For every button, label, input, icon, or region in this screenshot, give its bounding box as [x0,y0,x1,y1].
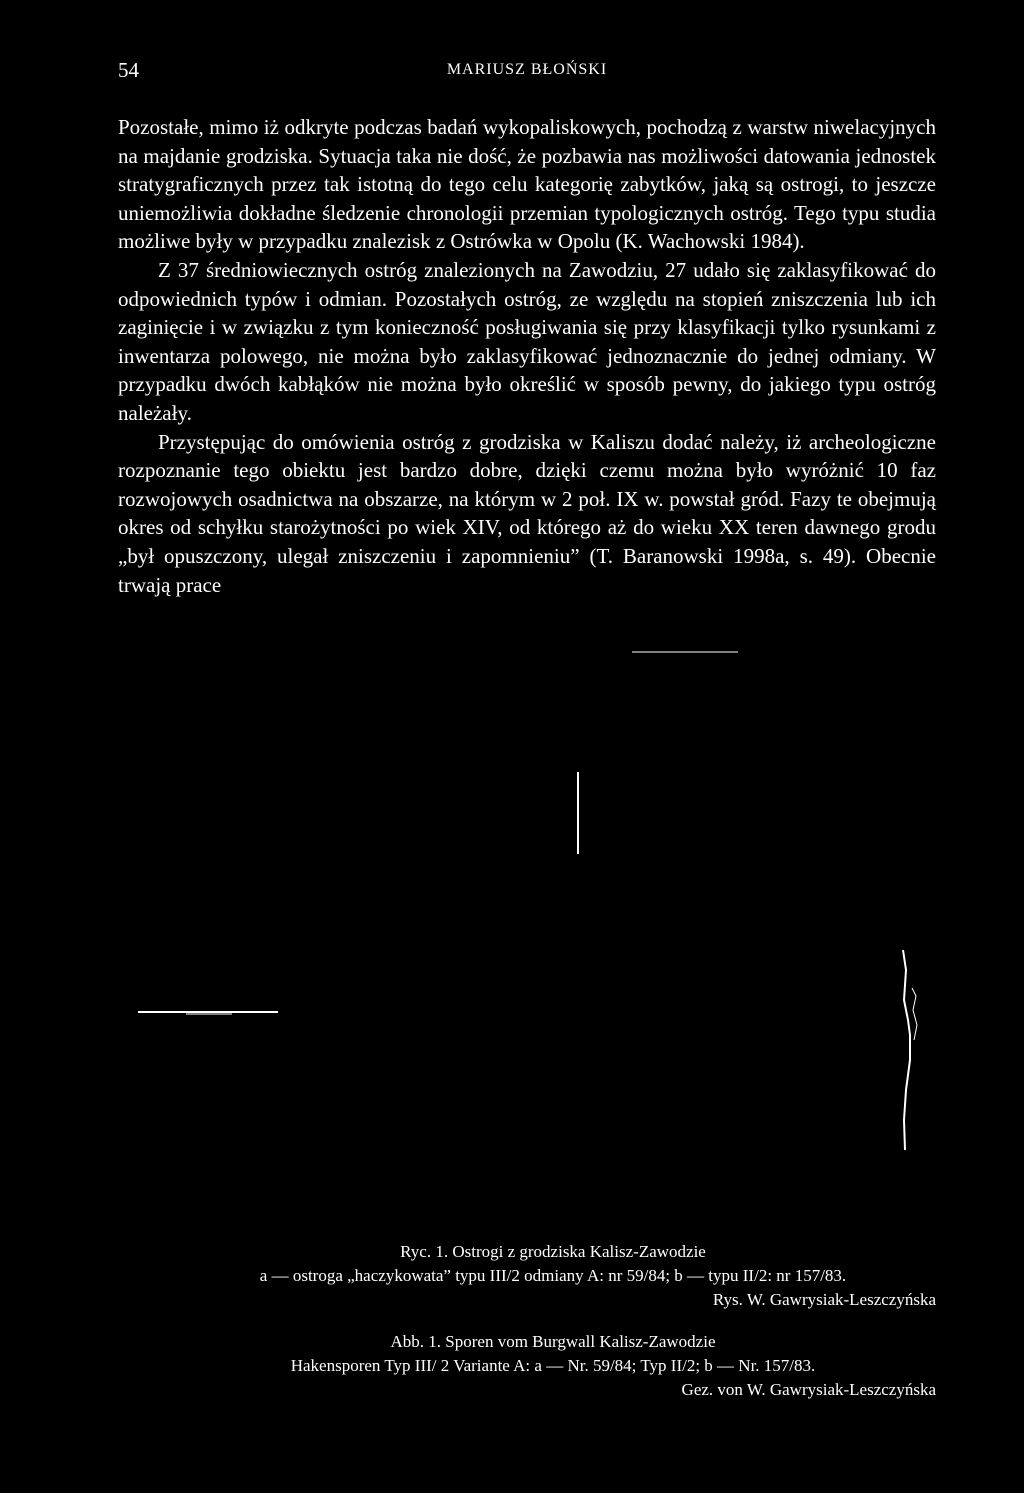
caption-title: Abb. 1. Sporen vom Burgwall Kalisz-Zawodzie [390,1332,716,1351]
caption-title: Ryc. 1. Ostrogi z grodziska Kalisz-Zawodzie [400,1242,706,1261]
page-number: 54 [118,58,139,82]
spur-drawings [0,640,1024,1230]
spur-fragment-c-detail [912,988,917,1040]
paragraph-3: Przystępując do omówienia ostróg z grodziska w Kaliszu dodać należy, iż archeologiczne rozpoznanie tego obiektu jest bardzo dobre, dzięki czemu można było wyróżnić 10 faz rozwojowych osadnictwa na obszarze, na którym w 2 poł. IX w. powstał gród. Fazy te obejmują okres od schyłku starożytności po wiek XIV, od którego aż do wieku XX teren dawnego grodu „był opuszczony, ulegał zniszczeniu i zapomnieniu” (T. Baranowski 1998a, s. 49). Obecnie trwają prace [118,429,936,597]
running-head: MARIUSZ BŁOŃSKI [446,61,608,78]
page-header [118,58,936,88]
paragraph-2: Z 37 średniowiecznych ostróg znalezionych na Zawodziu, 27 udało się zaklasyfikować do odpowiednich typów i odmian. Pozostałych ostróg, ze względu na stopień zniszczenia lub ich zaginięcie i w związku z tym konieczność posługiwania się przy klasyfikacji tylko rysunkami z inwentarza polowego, nie można było zaklasyfikować jednoznacznie do jednej odmiany. W przypadku dwóch kabłąków nie można było określić w sposób pewny, do jakiego typu ostróg należały. [118,257,936,425]
caption-line: a — ostroga „haczykowata” typu III/2 odmiany A: nr 59/84; b — typu II/2: nr 157/83. [259,1266,847,1285]
paragraph-1: Pozostałe, mimo iż odkryte podczas badań wykopaliskowych, pochodzą z warstw niwelacyjnych na majdanie grodziska. Sytuacja taka nie dość, że pozbawia nas możliwości datowania jednostek stratygraficznych przez tak istotną do tego celu kategorię zabytków, jaką są ostrogi, to jeszcze uniemożliwia dokładne śledzenie chronologii przemian typologicznych ostróg. Tego typu studia możliwe były w przypadku znalezisk z Ostrówka w Opolu (K. Wachowski 1984). [118,115,936,254]
figure-caption-polish [170,1240,936,1312]
caption-credit: Rys. W. Gawrysiak-Leszczyńska [712,1290,936,1309]
caption-line: Hakensporen Typ III/ 2 Variante A: a — Nr. 59/84; Typ II/2; b — Nr. 157/83. [290,1356,816,1375]
figure-caption-german [170,1330,936,1402]
figure-spurs [0,640,1024,1230]
caption-credit: Gez. von W. Gawrysiak-Leszczyńska [681,1380,936,1399]
spur-fragment-c-edge [903,950,910,1150]
body-text [118,113,936,599]
